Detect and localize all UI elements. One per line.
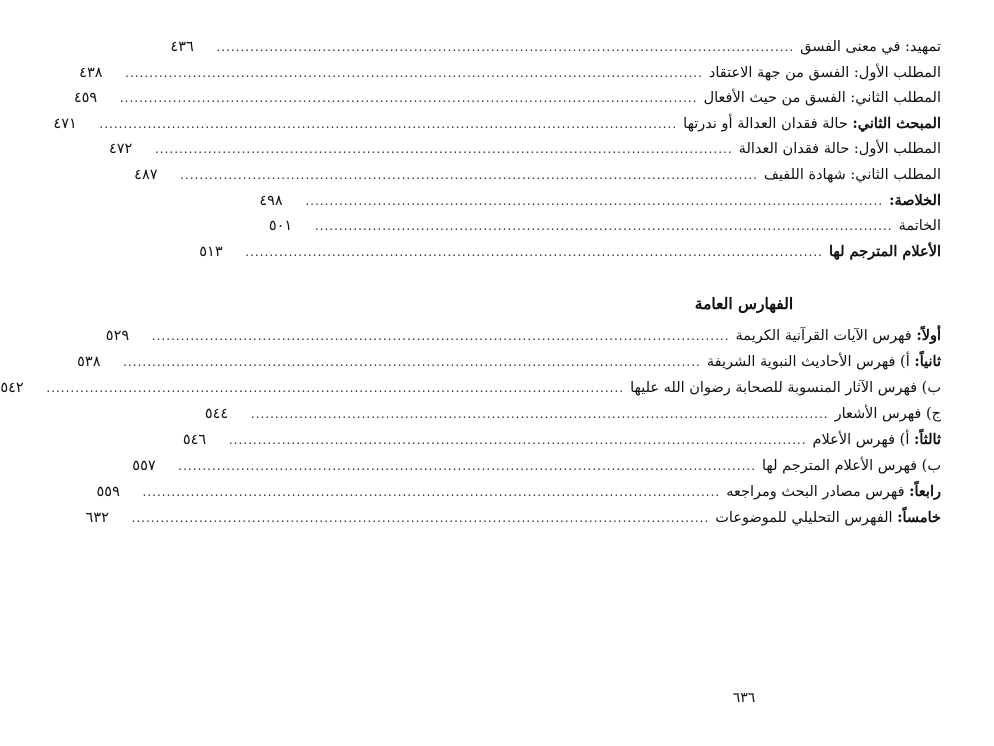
toc-entry-text: المطلب الأول: الفسق من جهة الاعتقاد (708, 64, 941, 81)
toc-entry-label: خامساً: (897, 509, 941, 526)
toc-entry-label: رابعاً: (909, 483, 941, 500)
dot-leader: ........................................................................................................................ (245, 244, 823, 259)
toc-entry (134, 162, 941, 188)
toc-entry-title (630, 375, 941, 401)
toc-entry (170, 34, 941, 60)
section-heading: الفهارس العامة (694, 294, 794, 313)
toc-entry-title (813, 427, 941, 453)
toc-page-number: ٥٥٧ (132, 458, 156, 474)
toc-entry-text: المطلب الثاني: الفسق من حيث الأفعال (703, 90, 941, 107)
toc-entry-title (739, 136, 941, 163)
toc-entry-title (736, 323, 941, 349)
toc-entry (199, 239, 941, 265)
toc-entry-title (715, 505, 941, 531)
toc-entry-text: الفهرس التحليلي للموضوعات (715, 510, 893, 526)
dot-leader: ........................................................................................................................ (131, 511, 710, 525)
toc-entry-text: فهرس الآيات القرآنية الكريمة (735, 328, 912, 344)
toc-entry (73, 85, 941, 111)
dot-leader: ........................................................................................................................ (250, 407, 829, 421)
toc-entry-label: المبحث الثاني: (852, 114, 941, 132)
toc-entry (204, 401, 941, 427)
toc-list-top (53, 34, 941, 264)
toc-entry-title (889, 188, 941, 215)
dot-leader: ........................................................................................................................ (99, 116, 678, 131)
toc-entry-title (707, 349, 941, 375)
toc-entry-title (800, 34, 941, 61)
toc-entry-title (683, 111, 941, 138)
toc-entry (268, 213, 941, 239)
dot-leader: ........................................................................................................................ (119, 91, 698, 106)
toc-page-number: ٤٧١ (53, 115, 77, 132)
toc-entry (53, 111, 941, 137)
toc-entry (182, 427, 941, 453)
toc-entry (132, 453, 941, 479)
page-number: ٦٣٦ (732, 690, 756, 706)
dot-leader: ........................................................................................................................ (123, 355, 701, 369)
toc-entry-title (709, 60, 941, 87)
dot-leader: ........................................................................................................................ (178, 459, 757, 473)
dot-leader: ........................................................................................................................ (151, 329, 730, 343)
toc-page-number: ٤٨٧ (134, 166, 158, 183)
toc-page-number: ٥٥٩ (96, 484, 120, 500)
dot-leader: ........................................................................................................................ (228, 433, 807, 447)
toc-entry-title (764, 162, 941, 189)
toc-entry-label: الخلاصة: (889, 191, 941, 209)
dot-leader: ........................................................................................................................ (180, 167, 758, 182)
toc-entry-text: ب) فهرس الأعلام المترجم لها (762, 458, 941, 474)
dot-leader: ........................................................................................................................ (305, 193, 884, 208)
dot-leader: ........................................................................................................................ (314, 219, 893, 234)
toc-entry (0, 375, 941, 401)
toc-entry (96, 479, 941, 505)
toc-entry-label: ثالثاً: (913, 431, 941, 448)
toc-entry-title (762, 453, 941, 479)
toc-entry-text: الخاتمة (898, 218, 941, 235)
toc-entry-title (829, 239, 941, 266)
toc-entry (105, 323, 941, 349)
toc-entry-text: تمهيد: في معنى الفسق (800, 39, 941, 55)
toc-page-number: ٥٤٤ (204, 406, 229, 422)
toc-entry (108, 136, 941, 162)
toc-entry (85, 505, 941, 531)
toc-entry-text: حالة فقدان العدالة أو ندرتها (683, 115, 848, 132)
toc-entry (79, 60, 941, 86)
toc-page-number: ٥٢٩ (105, 328, 130, 344)
toc-entry-text: المطلب الثاني: شهادة اللفيف (763, 166, 941, 183)
toc-page-number: ٤٣٦ (170, 39, 194, 55)
toc-page-number: ٤٥٩ (73, 90, 98, 107)
toc-entry-text: أ) فهرس الأعلام (812, 432, 910, 448)
toc-page-number: ٥٣٨ (77, 354, 101, 370)
toc-entry-title (726, 479, 941, 505)
toc-page-number: ٤٧٢ (108, 141, 133, 158)
toc-entry-label: الأعلام المترجم لها (828, 242, 941, 260)
dot-leader: ........................................................................................................................ (46, 381, 625, 395)
toc-page-number: ٥٤٢ (0, 380, 24, 396)
toc-page-number: ٥١٣ (199, 243, 223, 260)
toc-entry-text: أ) فهرس الأحاديث النبوية الشريفة (706, 354, 910, 370)
toc-page-number: ٦٣٢ (85, 510, 109, 526)
dot-leader: ........................................................................................................................ (125, 65, 703, 80)
toc-list-indexes (0, 323, 941, 531)
dot-leader: ........................................................................................................................ (154, 142, 733, 157)
toc-entry-text: المطلب الأول: حالة فقدان العدالة (738, 141, 941, 158)
dot-leader: ........................................................................................................................ (142, 485, 721, 499)
toc-entry-title (835, 401, 941, 427)
dot-leader: ........................................................................................................................ (216, 40, 795, 54)
toc-page-number: ٥٠١ (268, 218, 293, 235)
toc-entry-text: فهرس مصادر البحث ومراجعه (726, 484, 905, 500)
toc-entry-text: ب) فهرس الآثار المنسوبة للصحابة رضوان الله عليها (630, 380, 941, 396)
toc-entry-label: ثانياً: (914, 353, 941, 370)
toc-page-number: ٤٩٨ (259, 192, 283, 209)
toc-entry-title (704, 85, 941, 112)
toc-entry-title (899, 213, 941, 240)
toc-page-number: ٤٣٨ (79, 64, 103, 81)
toc-entry-text: ج) فهرس الأشعار (834, 406, 941, 422)
toc-page-number: ٥٤٦ (182, 432, 207, 448)
toc-entry-label: أولاً: (916, 327, 941, 344)
toc-entry (77, 349, 941, 375)
toc-entry (259, 188, 941, 214)
